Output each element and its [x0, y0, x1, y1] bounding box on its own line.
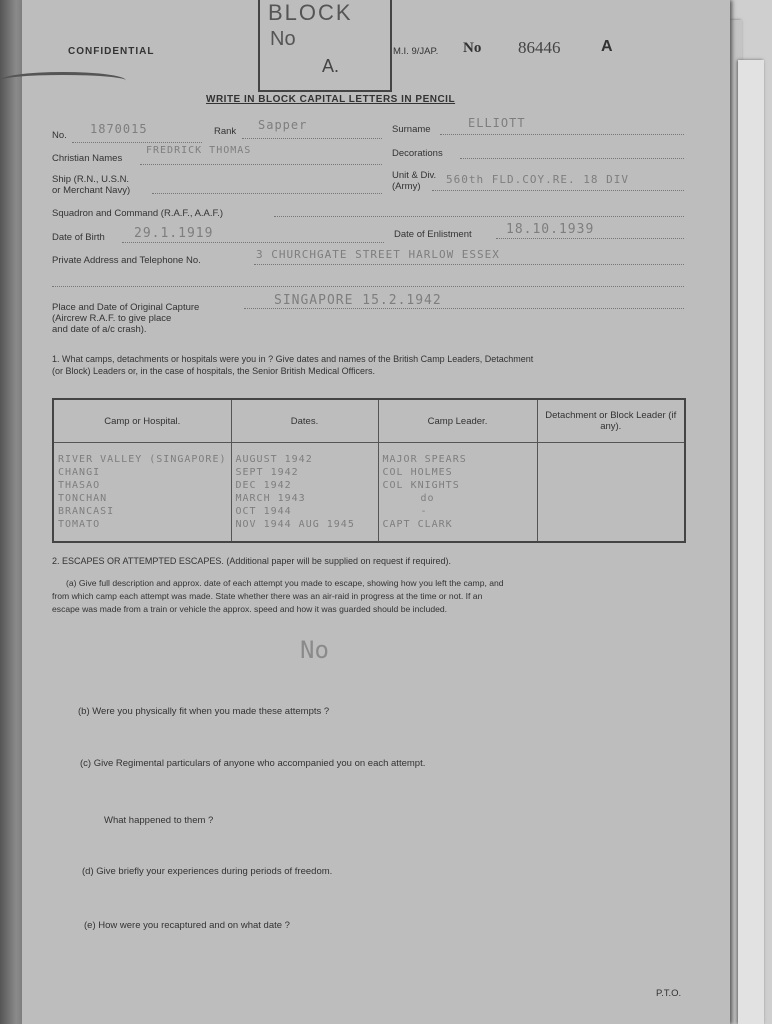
column-header: Camp or Hospital.: [53, 399, 231, 443]
camp-name: TONCHAN: [58, 493, 108, 504]
service-number-value: 1870015: [90, 122, 148, 136]
capture-label-2: (Aircrew R.A.F. to give place: [52, 313, 172, 324]
enlistment-date-label: Date of Enlistment: [394, 229, 472, 240]
camp-date: OCT 1944: [235, 506, 292, 517]
unit-label: Unit & Div.: [392, 170, 437, 181]
camp-name: THASAO: [58, 480, 101, 491]
question-2c-followup: What happened to them ?: [104, 815, 214, 826]
capture-label: Place and Date of Original Capture: [52, 302, 200, 313]
camp-date: NOV 1944 AUG 1945: [235, 519, 355, 530]
instruction-heading: WRITE IN BLOCK CAPITAL LETTERS IN PENCIL: [206, 94, 456, 105]
camp-name: TOMATO: [58, 519, 101, 530]
camp-leader: CAPT CLARK: [382, 519, 453, 530]
camp-leader: COL HOLMES: [382, 467, 453, 478]
address-label: Private Address and Telephone No.: [52, 255, 201, 266]
question-2c: (c) Give Regimental particulars of anyone who accompanied you on each attempt.: [80, 758, 426, 769]
decorations-label: Decorations: [392, 148, 443, 159]
table-header-row: [53, 399, 685, 443]
ship-label-2: or Merchant Navy): [52, 185, 131, 196]
surname-value: ELLIOTT: [468, 116, 526, 130]
camp-date: AUGUST 1942: [235, 454, 313, 465]
service-number-label: No.: [52, 130, 67, 141]
capture-label-3: and date of a/c crash).: [52, 324, 147, 335]
rank-label: Rank: [214, 126, 237, 137]
table-row: [53, 443, 685, 543]
unit-value: 560th FLD.COY.RE. 18 DIV: [446, 173, 629, 186]
stacked-page-edge: [738, 60, 764, 1024]
detachment-leader-cell: [537, 443, 685, 543]
camps-cell: [53, 443, 231, 543]
question-2b: (b) Were you physically fit when you made these attempts ?: [78, 706, 330, 717]
stamp-line-block: BLOCK: [268, 0, 353, 25]
camp-name: BRANCASI: [58, 506, 115, 517]
surname-label: Surname: [392, 124, 431, 135]
camp-date: DEC 1942: [235, 480, 292, 491]
date-of-birth-label: Date of Birth: [52, 232, 105, 243]
capture-value: SINGAPORE 15.2.1942: [274, 293, 442, 308]
camp-name: RIVER VALLEY (SINGAPORE): [58, 454, 227, 465]
enlistment-date-value: 18.10.1939: [506, 222, 595, 237]
question-2a-line-3: escape was made from a train or vehicle the approx. speed and how it was guarded should be included.: [52, 604, 448, 614]
camp-leader: MAJOR SPEARS: [382, 454, 467, 465]
leaders-cell: [378, 443, 537, 543]
form-number: 86446: [518, 38, 561, 57]
unit-label-2: (Army): [392, 181, 421, 192]
question-2a-line-1: (a) Give full description and approx. date of each attempt you made to escape, showing how you left the camp, and: [66, 578, 504, 588]
section-1-question-2: (or Block) Leaders or, in the case of hospitals, the Senior British Medical Officers.: [52, 366, 375, 376]
confidential-label: CONFIDENTIAL: [68, 46, 155, 57]
section-2-heading: 2. ESCAPES OR ATTEMPTED ESCAPES. (Additional paper will be supplied on request if required).: [52, 556, 452, 566]
camp-date: MARCH 1943: [235, 493, 306, 504]
stamp-line-no: No: [270, 28, 296, 50]
please-turn-over: P.T.O.: [656, 988, 682, 999]
block-stamp: [258, 0, 392, 92]
address-value: 3 CHURCHGATE STREET HARLOW ESSEX: [256, 248, 500, 261]
camp-name: CHANGI: [58, 467, 101, 478]
squadron-label: Squadron and Command (R.A.F., A.A.F.): [52, 208, 224, 219]
question-2d: (d) Give briefly your experiences during periods of freedom.: [82, 866, 333, 877]
ship-label: Ship (R.N., U.S.N.: [52, 174, 130, 185]
date-of-birth-value: 29.1.1919: [134, 226, 214, 241]
section-1-question: 1. What camps, detachments or hospitals were you in ? Give dates and names of the British Camp Leaders, Detachment: [52, 354, 534, 364]
column-header: Dates.: [231, 399, 378, 443]
question-2e: (e) How were you recaptured and on what date ?: [84, 920, 290, 931]
dates-cell: [231, 443, 378, 543]
camp-leader: COL KNIGHTS: [382, 480, 460, 491]
column-header: Detachment or Block Leader (if any).: [537, 399, 685, 443]
christian-names-label: Christian Names: [52, 153, 123, 164]
question-2a-line-2: from which camp each attempt was made. State whether there was an air-raid in progress at the time or not. If an: [52, 591, 483, 601]
camp-date: SEPT 1942: [235, 467, 299, 478]
column-header: Camp Leader.: [378, 399, 537, 443]
number-label: No: [463, 40, 482, 56]
camp-leader: do: [420, 493, 435, 504]
christian-names-value: FREDRICK THOMAS: [146, 145, 252, 156]
camps-table: [52, 398, 686, 543]
escape-answer: No: [300, 636, 329, 664]
form-number-suffix: A: [601, 38, 613, 55]
binding-string: [0, 72, 126, 89]
stamp-line-a: A.: [322, 56, 340, 76]
camp-leader: -: [420, 506, 428, 517]
rank-value: Sapper: [258, 118, 308, 132]
form-reference: M.I. 9/JAP.: [393, 46, 439, 57]
